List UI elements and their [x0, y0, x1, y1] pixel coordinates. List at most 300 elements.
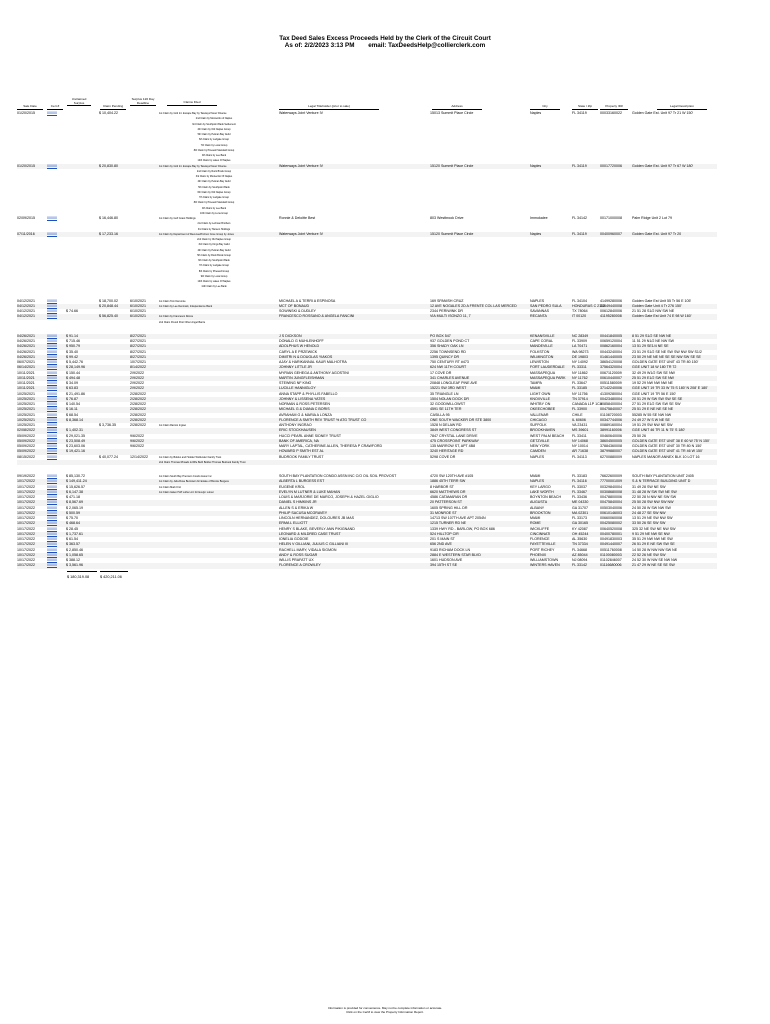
address: 1605 SPRING HILL DR: [430, 505, 468, 510]
cert-link[interactable]: 00000: [47, 423, 57, 427]
cert-link[interactable]: 00000: [47, 526, 57, 531]
claim-entry-label: 11th Claim by Lee Bank: [188, 284, 240, 289]
sale-date: 04/12/2021: [17, 309, 35, 313]
state-zip: FL 33647: [572, 381, 588, 385]
legal-description: 33 50 26 SE SW SW: [632, 521, 666, 526]
sale-date: 04/26/2021: [17, 344, 35, 349]
cert-link[interactable]: 00000: [47, 396, 57, 401]
property-id: 00612840006: [600, 309, 622, 313]
cert-link[interactable]: 00000: [47, 360, 57, 364]
unclaimed-amount: $ 363.57: [66, 542, 80, 547]
state-zip: GA 31707: [572, 505, 588, 510]
city: SAN PEDRO SULA: [530, 303, 562, 308]
state-zip: HONDURAS C 2112: [572, 303, 605, 308]
property-id: 38991160006: [600, 428, 622, 433]
owner: MICHAEL G & DIANA C BORIS: [279, 407, 330, 412]
address: 341 CHARLES AVENUE: [430, 375, 470, 380]
claim-entry-label: 2nd Claim by Rock Brook Group: [188, 169, 240, 174]
state-zip: NY 14092: [572, 360, 588, 364]
property-id: 37142240006: [600, 386, 622, 391]
claim-entry-label: 7th Claim by Ludgate Group: [188, 195, 240, 200]
claim-entry-label: 6th Claim by Ludgate Group: [188, 137, 240, 142]
owner: WILLIS PRAFATT UX: [279, 558, 314, 562]
owner: LINCOLN HERNANDEZ, DOLOURES JB MAS: [279, 516, 355, 520]
property-id: 00475840007: [600, 407, 622, 412]
claim-entry-label: 4th Claim by Old Naples Group: [188, 127, 240, 132]
unclaimed-amount: $ 75.70: [66, 516, 78, 520]
property-id: 00033160022: [600, 111, 622, 115]
property-id: 00491830003: [600, 537, 622, 541]
state-zip: FL 34119: [572, 111, 587, 115]
cert-link[interactable]: 00000: [47, 365, 57, 370]
owner: MYRIAN GEHEGA & ANTHONY AGOSTINI: [279, 370, 349, 375]
legal-description: NAPLES MANOR ANNEX BLK 10 LOT 16: [632, 454, 700, 459]
owner: FLORENCE A CROWLEY: [279, 563, 321, 568]
sale-date: 10/25/2021: [17, 396, 35, 401]
contact-email[interactable]: email: TaxDeedsHelp@collierclerk.com: [368, 42, 486, 49]
unclaimed-amount: $ 494.48: [66, 375, 80, 380]
state-zip: FL 33183: [572, 474, 588, 478]
legal-description: 24 49 27 W S W NE SE: [632, 417, 670, 422]
city: RECANTA: [530, 314, 547, 319]
owner: MARTIN JUNGFLEISHMAN: [279, 375, 325, 380]
header-owner: Legal Titleholder (prior to sale): [279, 105, 379, 110]
cert-link[interactable]: 00000: [47, 111, 57, 115]
cert-link[interactable]: 00000: [47, 216, 57, 220]
cert-link[interactable]: 00000: [47, 407, 57, 412]
cert-link[interactable]: 00000: [47, 386, 57, 391]
cert-link[interactable]: 00000: [47, 495, 57, 499]
unclaimed-amount: $ 715.46: [66, 339, 80, 343]
address: 4586 CATAMARAN DR: [430, 495, 468, 499]
property-id: 00660060008: [600, 516, 622, 520]
state-zip: NY 11762: [572, 375, 588, 380]
cert-link[interactable]: 00000: [47, 489, 57, 494]
city: SUFFOLK: [530, 423, 547, 427]
city: WHITBY ON: [530, 402, 551, 406]
state-zip: IT 00120: [572, 314, 587, 319]
city: WILLIAMSTOWN: [530, 558, 559, 562]
state-zip: NC 28349: [572, 333, 589, 338]
city: KEY LARGO: [530, 484, 551, 489]
cert-link[interactable]: 00000: [47, 163, 57, 168]
property-id: 00347744006: [600, 417, 622, 422]
property-id: 00441840005: [600, 333, 622, 338]
cert-link[interactable]: 00000: [47, 309, 57, 313]
sale-date: 09/19/2022: [17, 474, 35, 478]
property-id: 00503040006: [600, 505, 622, 510]
owner: JOHNNY LITTLE JR: [279, 365, 312, 370]
header-property-id: Property ID#: [600, 105, 628, 110]
owner: STEWING NF KING: [279, 381, 312, 385]
cert-link[interactable]: 00000: [47, 510, 57, 515]
claim-filed: 1st Claim by Grid Int. Escape Bay by Taxways/Yavuz Diverse: [159, 112, 227, 115]
sale-date: 01/20/2015: [17, 163, 35, 168]
address: 6620 MATTHEWS DR: [430, 489, 466, 494]
claim-filed: 1st Claim by Lee Denmark, Independence Bank: [159, 304, 213, 308]
unclaimed-amount: $ 99.42: [66, 354, 78, 359]
state-zip: CHILE: [572, 412, 583, 417]
address: 356 SHADY OAK LN: [430, 344, 464, 349]
city: GETZVILLE: [530, 438, 550, 443]
property-id: 41195280008: [600, 314, 622, 319]
owner: Ronnie & Deloitte Best: [279, 216, 316, 220]
unclaimed-amount: $ 149,411.24: [66, 479, 87, 484]
unclaimed-amount: $ 15,626.57: [66, 484, 85, 489]
cert-link[interactable]: 00000: [47, 349, 57, 354]
city: FAYETTEVILLE: [530, 542, 556, 547]
claim-entry-label: 6th Claim by Old Naples Group: [188, 190, 240, 195]
deadline: 8/27/2021: [130, 349, 146, 354]
city: NAPLES: [530, 479, 545, 484]
state-zip: FL 33142: [572, 563, 588, 568]
cert-link[interactable]: 00000: [47, 558, 57, 562]
cert-link[interactable]: 00000: [47, 303, 57, 308]
sale-date: 10/17/2022: [17, 558, 35, 562]
city: CINCINNATI: [530, 531, 551, 536]
sale-date: 10/25/2021: [17, 417, 35, 422]
legal-description: GGE UNIT 18 W 180 TR 72: [632, 365, 677, 370]
deadline: 8/27/2021: [130, 354, 146, 359]
owner: FRANCESCO ROSSANO & ANGELA FANCINI: [279, 314, 355, 319]
legal-description: GOLDEN GATE EST UNIT 30 TR 80 N 150': [632, 444, 702, 448]
property-id: 00308680008: [600, 489, 622, 494]
state-zip: MA 02301: [572, 510, 589, 515]
header-unclaimed: Unclaimed Surplus: [67, 98, 91, 106]
owner: J S DICKSON: [279, 333, 302, 338]
deadline: 6/10/2021: [130, 309, 146, 313]
city: PORT RICHEY: [530, 547, 555, 552]
state-zip: FL 33037: [572, 484, 588, 489]
legal-description: 35 51 29 NW NW NE SW: [632, 537, 673, 541]
property-id: 41499280006: [600, 298, 622, 303]
legal-description: 9 51 29 NE NW SE NW: [632, 531, 670, 536]
owner: AJAY & HARIKANNAL KAUR MALHOTRA: [279, 360, 347, 364]
property-id: 01461440005: [600, 354, 622, 359]
legal-description: Golden Gate Est. Unit 97 Tr 20: [632, 231, 682, 236]
table-body: [17, 111, 717, 569]
address: 9183 RICHAM DOCK LN: [430, 547, 471, 552]
deadline: 2/28/2022: [130, 412, 146, 417]
legal-description: 24 52 30 W NW SE NW NW: [632, 558, 678, 562]
cert-link[interactable]: 00000: [47, 402, 57, 406]
unclaimed-amount: $ 76.87: [66, 396, 78, 401]
sale-date: 10/25/2021: [17, 391, 35, 396]
legal-description: 23 51 29 S1/2 SE NE SW SW NW SW S1/2: [632, 349, 702, 354]
address: 524 HILLTOP CIR: [430, 531, 459, 536]
property-id: 00017720006: [600, 163, 622, 168]
state-zip: FL 33411: [572, 433, 587, 438]
unclaimed-amount: $ 2,850.46: [66, 547, 83, 552]
sale-date: 07/11/2016: [17, 231, 35, 236]
legal-description: S & N TERRACE BUILDING UNIT D: [632, 479, 691, 484]
owner: SOUTH BAY PLANTATION CONDO ASSN INC C/O OIL SOIL PROVOST: [279, 474, 397, 478]
sale-date: 02/08/2022: [17, 428, 35, 433]
city: AUGUSTA: [530, 500, 548, 505]
claim-entry-label: 5th Claim by Southpoint Bank: [188, 185, 240, 190]
city: WINTERS HAVEN: [530, 563, 560, 568]
owner: ANNA STAPP & PHYLLIS FABELLO: [279, 391, 338, 396]
city: TAMPA: [530, 381, 542, 385]
property-id: 38654120008: [600, 360, 622, 364]
property-id: 00171000008: [600, 216, 622, 220]
legal-description: Golden Gate Est Unit 55 Tr 56 E 105': [632, 298, 692, 303]
legal-description: 8 51 29 S1/2 SE NW NE: [632, 333, 672, 338]
property-id: 76622600009: [600, 474, 622, 478]
row-spacer: [17, 465, 717, 474]
property-id: 01116680006: [600, 563, 622, 568]
state-zip: AL 35630: [572, 537, 588, 541]
sale-date: 01/20/2015: [17, 111, 35, 115]
sale-date: 04/26/2021: [17, 349, 35, 354]
legal-description: GGE UNIT 19 TR 33 W 75 S 180' N 208' E 180': [632, 386, 708, 391]
cert-link[interactable]: 00000: [47, 370, 57, 375]
deadline: 6/10/2021: [130, 298, 146, 303]
address: 3849 WEST CONGRESS ST: [430, 428, 477, 433]
unclaimed-amount: $ 5,442.76: [66, 360, 83, 364]
address: 4720 SW 120TH AVE #105: [430, 474, 474, 478]
sale-date: 04/12/2021: [17, 298, 35, 303]
state-zip: NY 11862: [572, 370, 588, 375]
claim-entry-label: 4th Claim by Pelican Bay Guild: [188, 248, 240, 253]
address: 15221 SW 3RD WEST: [430, 386, 467, 391]
legal-description: 22 52 26 NE SW SW: [632, 552, 666, 557]
owner: CARYL A E PRZEWICK: [279, 349, 318, 354]
owner: BUDROOK FAMILY TRUST: [279, 454, 324, 459]
sale-date: 04/26/2021: [17, 333, 35, 338]
cert-link[interactable]: 00000: [47, 563, 57, 568]
legal-description: Golden Gate Est. Unit 97 Tr 67 W 180': [632, 163, 694, 168]
pending-amount: $ 3,736.35: [99, 423, 116, 427]
city: BOYNTON BEACH: [530, 495, 562, 499]
address: 475 CROSSPOINT PARKWAY: [430, 438, 479, 443]
state-zip: FL 33436: [572, 495, 588, 499]
sale-date: 10/17/2022: [17, 484, 35, 489]
legal-description: 325 32 NE SW NE NW SW: [632, 526, 676, 531]
header-address: Address: [432, 105, 482, 110]
claim-row: [17, 284, 717, 289]
legal-description: 31 48 28 W SW SW NE SW: [632, 489, 677, 494]
deadline: 2/28/2022: [130, 391, 146, 396]
cert-link[interactable]: 00000: [47, 454, 57, 459]
state-zip: FL 34113: [572, 454, 587, 459]
legal-description: GOLDEN GATE EST UNIT 38 E 60 W 75' N 150': [632, 438, 710, 443]
claim-entry-label: 9th Claim by Lee Bank: [188, 153, 240, 158]
owner: NORMAN & ROSS PETERSEN: [279, 402, 330, 406]
owner: LEONARD & MILDRED CASE TRUST: [279, 531, 341, 536]
city: MIAMI: [530, 516, 541, 520]
cert-link[interactable]: 00000: [47, 433, 57, 438]
unclaimed-amount: $ 500.59: [66, 510, 80, 515]
as-of-date: As of: 2/2/2023 3:13 PM: [284, 42, 355, 49]
property-id: 41309280004: [600, 391, 622, 396]
cert-link[interactable]: 00000: [47, 474, 57, 478]
owner: MICHAEL A & TERRI A ESPINOSA: [279, 298, 336, 303]
report-subtitle: [0, 42, 770, 49]
owner: ANTHONY INGRAO: [279, 423, 312, 427]
property-id: 00610146003: [600, 510, 622, 515]
cert-link[interactable]: 00000: [47, 479, 57, 484]
claim-filed: 1st Claim South Bay Premium Condo Assoc Inc: [159, 475, 212, 478]
sale-date: 04/12/2021: [17, 314, 35, 319]
cert-link[interactable]: 00000: [47, 412, 57, 417]
pending-amount: $ 18,700.02: [99, 298, 118, 303]
deadline: 2/9/2022: [130, 375, 144, 380]
city: KENANSVILLE: [530, 333, 555, 338]
sale-date: 04/26/2021: [17, 354, 35, 359]
legal-description: 21 51 28 S1/2 NW SW NE: [632, 309, 675, 313]
cert-link[interactable]: 00000: [47, 333, 57, 338]
city: NAPLES: [530, 454, 545, 459]
state-zip: AR 71638: [572, 449, 588, 454]
legal-description: 27 51 29 E1/2 SW SW SE SW: [632, 402, 681, 406]
state-zip: FL 33467: [572, 489, 588, 494]
state-zip: TX 78064: [572, 309, 588, 313]
cert-link[interactable]: 00000: [47, 298, 57, 303]
cert-link[interactable]: 00000: [47, 344, 57, 349]
sale-date: 10/11/2021: [17, 381, 35, 385]
address: 1886 45TH TERR SW: [430, 479, 466, 484]
state-zip: VA 23431: [572, 423, 588, 427]
address: 8 HARBOR ST: [430, 484, 454, 489]
claim-entry-label: 2nd Claim by Montecitto of Naples: [188, 116, 240, 121]
address: 135 MARROW ST, APT 4B8: [430, 444, 476, 448]
owner: SOWINSKI & DUDLEY: [279, 309, 316, 313]
cert-link[interactable]: 00000: [47, 438, 57, 443]
unclaimed-amount: $ 3,561.96: [66, 563, 83, 568]
cert-link[interactable]: 00000: [47, 552, 57, 557]
state-zip: OH 45244: [572, 531, 589, 536]
unclaimed-amount: $ 8,368.14: [66, 417, 83, 422]
sale-date: 10/17/2022: [17, 552, 35, 557]
cert-link[interactable]: 00000: [47, 314, 57, 319]
city: BROOKHAVEN: [530, 428, 556, 433]
header-state-zip: State / Zip: [572, 105, 598, 110]
address: 2256 TOWNSEND RD: [430, 349, 467, 354]
address: 169 SPANISH CRUZ: [430, 298, 464, 303]
deadline: 8/27/2021: [130, 339, 146, 343]
state-zip: ME 04330: [572, 500, 589, 505]
owner: DANIEL S HIMKINS JR: [279, 500, 317, 505]
owner: MARY LAPTAL, CATHERINE ALLEN, THERESA P CRAWFORD: [279, 444, 383, 448]
cert-link[interactable]: 00000: [47, 537, 57, 541]
claim-entry-label: 5th Claim by Pelican Bay Guild: [188, 132, 240, 137]
cert-link[interactable]: 00000: [47, 542, 57, 547]
owner: BANK OF AMERICA, NA: [279, 438, 319, 443]
cert-link[interactable]: 00000: [47, 516, 57, 520]
deadline: 6/10/2021: [130, 303, 146, 308]
claim-entry-label: 10th Claim by Lakes Of Naples: [188, 158, 240, 163]
property-id: 00511760008: [600, 547, 622, 552]
cert-link[interactable]: 00000: [47, 375, 57, 380]
unclaimed-amount: $ 23,603.06: [66, 444, 85, 448]
cert-link[interactable]: 00000: [47, 354, 57, 359]
sale-date: 10/11/2021: [17, 370, 35, 375]
state-zip: FL 34142: [572, 216, 588, 220]
table-row: [17, 320, 717, 325]
owner: RACHELL MARY, VIDALA SIGMON: [279, 547, 337, 552]
claim-entry-label: 7th Claim by Luna Group: [188, 143, 240, 148]
cert-link[interactable]: 00000: [47, 505, 57, 510]
cert-link[interactable]: 00000: [47, 417, 57, 422]
pending-amount: $ 10,404.22: [99, 111, 118, 115]
legal-description: 25 50 26: [632, 433, 646, 438]
cert-link[interactable]: 00000: [47, 231, 57, 236]
unclaimed-amount: $ 6,147.38: [66, 489, 83, 494]
deadline: 2/28/2022: [130, 402, 146, 406]
claim-entry-label: 10th Claim by Lakes Of Naples: [188, 279, 240, 284]
address: 20 PATTERSON ST: [430, 500, 463, 505]
cert-link[interactable]: 00000: [47, 381, 57, 385]
unclaimed-amount: $ 63.83: [66, 386, 78, 391]
unclaimed-amount: $ 85,130.72: [66, 474, 85, 478]
state-zip: FL 33909: [572, 339, 588, 343]
legal-description: 19 51 29 SW NW NE SW: [632, 423, 673, 427]
city: FLORENCE: [530, 537, 550, 541]
owner: ADOLPHUS W HENOLD: [279, 344, 320, 349]
unclaimed-amount: $ 8,567.69: [66, 500, 83, 505]
cert-link[interactable]: 00000: [47, 484, 57, 489]
sale-date: 05/09/2022: [17, 438, 35, 443]
property-id: 00649440008: [600, 303, 622, 308]
address: 35 TRIANGLE LN: [430, 391, 459, 396]
property-id: 01100080003: [600, 552, 622, 557]
cert-link[interactable]: 00000: [47, 531, 57, 536]
property-id: 00671120009: [600, 370, 622, 375]
cert-link[interactable]: 00000: [47, 449, 57, 454]
owner: HELEN V GILLIANI, JULIUS C GILLIANI III: [279, 542, 348, 547]
cert-link[interactable]: 00000: [47, 444, 57, 448]
claim-entry-label: 10th Claim by Luna Group: [188, 211, 240, 216]
property-id: 00511580009: [600, 381, 622, 385]
city: Naples: [530, 231, 542, 236]
sale-date: 06/07/2021: [17, 360, 35, 364]
city: MANDEVILLE: [530, 344, 553, 349]
cert-link[interactable]: 00000: [47, 500, 57, 505]
cert-link[interactable]: 00000: [47, 339, 57, 343]
address: 31 MONROE ST: [430, 510, 457, 515]
claim-entry-label: 8th Claim by Pinewell Group: [188, 269, 240, 274]
cert-link[interactable]: 00000: [47, 428, 57, 433]
address: 12 AVE NOGALES 2D A FRENTE COL LAS MERCED: [430, 303, 517, 308]
deadline: 8/27/2021: [130, 344, 146, 349]
cert-link[interactable]: 00000: [47, 521, 57, 526]
unclaimed-amount: $ 19,421.16: [66, 449, 85, 454]
sale-date: 10/25/2021: [17, 423, 35, 427]
address: 4591 SE 11TH TER: [430, 407, 462, 412]
unclaimed-amount: $ 91.14: [66, 333, 78, 338]
city: WICKLIFFE: [530, 526, 550, 531]
unclaimed-amount: $ 468.64: [66, 521, 80, 526]
city: ROME: [530, 521, 541, 526]
address: 803 Westbrook Drive: [430, 216, 464, 220]
sale-date: 10/25/2021: [17, 407, 35, 412]
legal-description: Golden Gate Unit 4 Tr 276 150': [632, 303, 682, 308]
property-id: 00862160004: [600, 344, 622, 349]
cert-link[interactable]: 00000: [47, 391, 57, 396]
unclaimed-amount: $ 61.54: [66, 537, 78, 541]
property-id: 00329840004: [600, 484, 622, 489]
sale-date: 10/17/2022: [17, 547, 35, 552]
address: VIA MULTI ISONZO 11, 7: [430, 314, 471, 319]
owner: ERIC STOCKHAUSEN: [279, 428, 316, 433]
legal-description: Golden Gate Est Unit 74 E 98 W 160': [632, 314, 692, 319]
property-id: 00610440007: [600, 375, 622, 380]
city: CHICAGO: [530, 417, 547, 422]
city: OKEECHOBEE: [530, 407, 556, 412]
cert-link[interactable]: 00000: [47, 547, 57, 552]
property-id: 38799880007: [600, 449, 622, 454]
